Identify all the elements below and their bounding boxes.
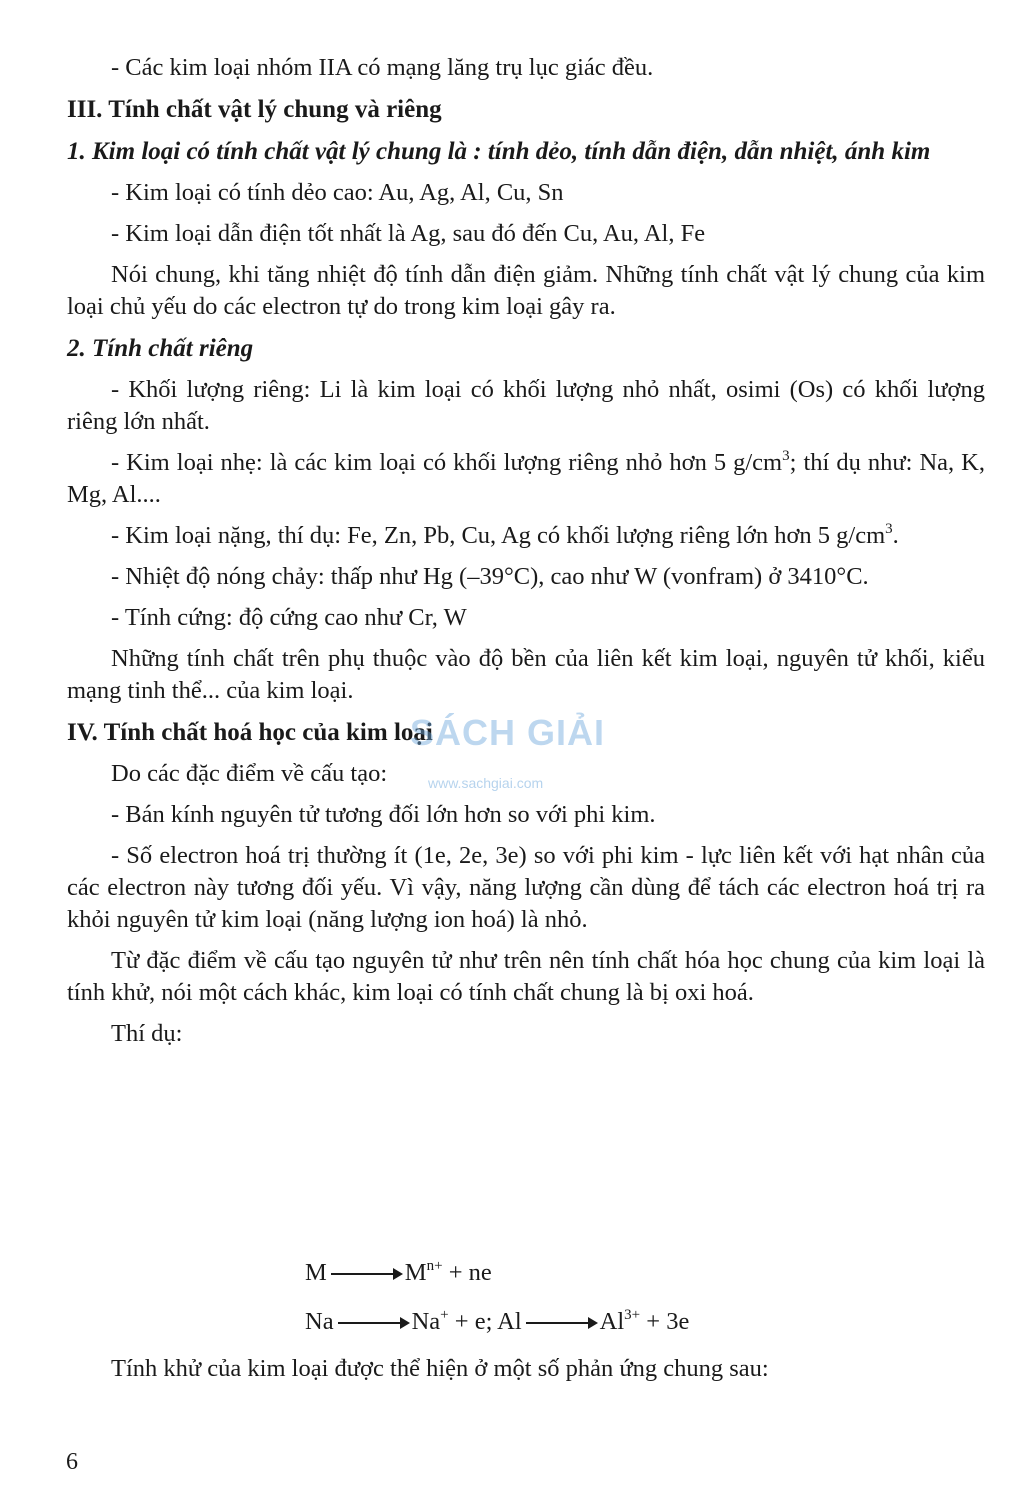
paragraph: - Kim loại nhẹ: là các kim loại có khối lượng riêng nhỏ hơn 5 $g/cm^3$; thí dụ như: Na, K, Mg, Al.... <box>67 448 985 508</box>
paragraph: - Kim loại có tính dẻo cao: Au, Ag, Al, Cu, Sn <box>111 179 564 206</box>
right-arrow-icon <box>338 1322 408 1324</box>
paragraph: Nói chung, khi tăng nhiệt độ tính dẫn điện giảm. Những tính chất vật lý chung của kim loại chủ yếu do các electron tự do trong kim loại gây ra. <box>67 261 985 320</box>
document-body <box>67 52 985 1050</box>
paragraph: - Tính cứng: độ cứng cao như Cr, W <box>111 604 467 631</box>
subheading-1: 1. Kim loại có tính chất vật lý chung là : tính dẻo, tính dẫn điện, dẫn nhiệt, ánh kim <box>67 138 931 165</box>
section-heading-iii: III. Tính chất vật lý chung và riêng <box>67 96 442 123</box>
paragraph: Do các đặc điểm về cấu tạo: <box>111 760 388 787</box>
paragraph: Những tính chất trên phụ thuộc vào độ bền của liên kết kim loại, nguyên tử khối, kiểu mạng tinh thể... của kim loại. <box>67 645 985 704</box>
right-arrow-icon <box>331 1273 401 1275</box>
right-arrow-icon <box>526 1322 596 1324</box>
watermark-url: www.sachgiai.com <box>428 775 544 791</box>
equation-general: M $M^{n+}$ + ne <box>305 1258 492 1286</box>
paragraph: Thí dụ: <box>111 1020 183 1047</box>
equation-examples: Na Na+ + e; Al $Al^{3+} + 3e$ <box>305 1307 690 1335</box>
subheading-2: 2. Tính chất riêng <box>67 335 254 362</box>
paragraph: - Bán kính nguyên tử tương đối lớn hơn so với phi kim. <box>111 801 656 828</box>
paragraph: - Kim loại nặng, thí dụ: Fe, Zn, Pb, Cu, Ag có khối lượng riêng lớn hơn 5 $g/cm^3$. <box>111 521 899 549</box>
section-heading-iv: IV. Tính chất hoá học của kim loại <box>67 719 433 746</box>
paragraph: - Khối lượng riêng: Li là kim loại có khối lượng nhỏ nhất, osimi (Os) có khối lượng riêng lớn nhất. <box>67 376 985 435</box>
paragraph: Từ đặc điểm về cấu tạo nguyên tử như trên nên tính chất hóa học chung của kim loại là tính khử, nói một cách khác, kim loại có tính chất chung là bị oxi hoá. <box>67 947 985 1006</box>
paragraph: Tính khử của kim loại được thể hiện ở một số phản ứng chung sau: <box>111 1355 769 1382</box>
watermark-logo: SÁCH GIẢI <box>410 712 606 753</box>
paragraph: - Kim loại dẫn điện tốt nhất là Ag, sau đó đến Cu, Au, Al, Fe <box>111 220 706 247</box>
paragraph: - Các kim loại nhóm IIA có mạng lăng trụ lục giác đều. <box>111 54 654 81</box>
page-number: 6 <box>66 1449 78 1475</box>
paragraph: - Nhiệt độ nóng chảy: thấp như Hg (–39°C), cao như W (vonfram) ở 3410°C. <box>111 563 869 590</box>
paragraph: - Số electron hoá trị thường ít (1e, 2e, 3e) so với phi kim - lực liên kết với hạt nhân của các electron này tương đối yếu. Vì vậy, năng lượng cần dùng để tách các electron hoá trị ra khỏi nguyên tử kim loại (năng lượng ion hoá) là nhỏ. <box>67 842 985 933</box>
